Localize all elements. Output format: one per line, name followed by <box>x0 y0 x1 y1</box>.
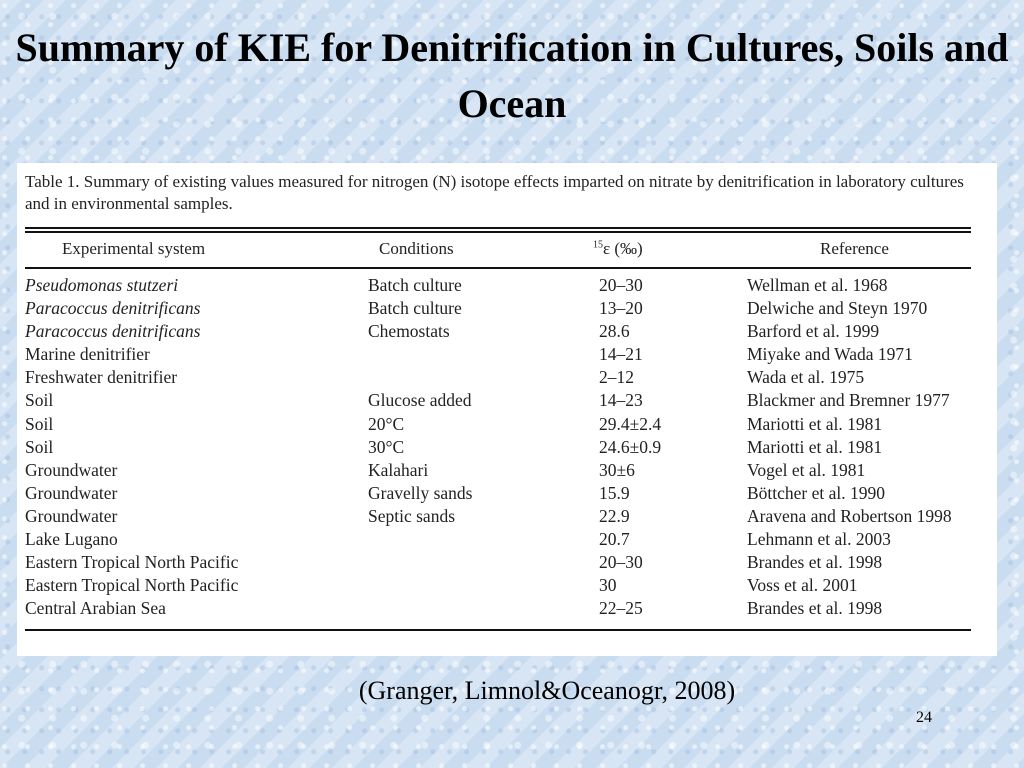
cell-reference: Wellman et al. 1968 <box>747 275 888 295</box>
cell-reference: Miyake and Wada 1971 <box>747 344 913 365</box>
cell-epsilon-value: 13–20 <box>599 298 643 319</box>
table-row <box>17 274 997 297</box>
cell-reference: Barford et al. 1999 <box>747 321 880 342</box>
cell-experimental-system: Freshwater denitrifier <box>25 367 178 388</box>
table-row <box>17 297 997 320</box>
cell-epsilon-value: 24.6±0.9 <box>599 436 662 457</box>
cell-epsilon-value: 14–21 <box>599 344 643 365</box>
cell-epsilon-value: 15.9 <box>599 482 630 503</box>
table-top-rule-double <box>25 231 971 233</box>
cell-epsilon-value: 30±6 <box>599 459 635 480</box>
cell-experimental-system: Paracoccus denitrificans <box>25 298 201 319</box>
cell-experimental-system: Eastern Tropical North Pacific <box>25 552 239 573</box>
cell-experimental-system: Groundwater <box>25 459 118 480</box>
cell-epsilon-value: 22–25 <box>599 598 643 619</box>
cell-reference: Mariotti et al. 1981 <box>747 413 883 434</box>
table-row <box>17 574 997 597</box>
cell-reference: Aravena and Robertson 1998 <box>747 505 952 526</box>
cell-epsilon-value: 22.9 <box>599 505 630 526</box>
table-caption: Table 1. Summary of existing values measured for nitrogen (N) isotope effects imparted on nitrate by denitrification in laboratory cultures and in environmental samples. <box>25 172 964 213</box>
table-panel <box>17 163 997 656</box>
table-bottom-rule <box>25 629 971 631</box>
header-conditions: Conditions <box>379 239 454 258</box>
cell-experimental-system: Soil <box>25 413 54 434</box>
cell-conditions: Batch culture <box>368 275 462 295</box>
slide-title: Summary of KIE for Denitrification in Cultures, Soils and Ocean <box>15 25 1009 126</box>
cell-reference: Böttcher et al. 1990 <box>747 482 886 503</box>
cell-conditions: 30°C <box>368 436 405 457</box>
cell-epsilon-value: 20–30 <box>599 275 643 295</box>
table-row <box>17 459 997 482</box>
cell-conditions: Glucose added <box>368 390 472 411</box>
cell-reference: Lehmann et al. 2003 <box>747 529 891 550</box>
page-number: 24 <box>916 709 932 726</box>
table-row <box>17 320 997 343</box>
cell-reference: Delwiche and Steyn 1970 <box>747 298 928 319</box>
table-row <box>17 597 997 620</box>
cell-epsilon-value: 28.6 <box>599 321 630 342</box>
cell-epsilon-value: 20.7 <box>599 529 630 550</box>
cell-conditions: Chemostats <box>368 321 450 342</box>
citation: (Granger, Limnol&Oceanogr, 2008) <box>358 676 736 705</box>
header-epsilon <box>593 239 643 259</box>
table-row <box>17 366 997 389</box>
table-row <box>17 343 997 366</box>
table-row <box>17 413 997 436</box>
cell-reference: Blackmer and Bremner 1977 <box>747 390 950 411</box>
table-row <box>17 505 997 528</box>
cell-epsilon-value: 30 <box>599 575 617 596</box>
cell-reference: Mariotti et al. 1981 <box>747 436 883 457</box>
cell-experimental-system: Paracoccus denitrificans <box>25 321 201 342</box>
table-row <box>17 389 997 412</box>
cell-conditions: Gravelly sands <box>368 482 473 503</box>
cell-reference: Brandes et al. 1998 <box>747 552 883 573</box>
header-experimental-system: Experimental system <box>62 239 206 258</box>
cell-experimental-system: Central Arabian Sea <box>25 598 166 619</box>
cell-epsilon-value: 2–12 <box>599 367 634 388</box>
table-row <box>17 436 997 459</box>
cell-experimental-system: Lake Lugano <box>25 529 118 550</box>
cell-experimental-system: Soil <box>25 436 54 457</box>
cell-experimental-system: Groundwater <box>25 482 118 503</box>
cell-conditions: Septic sands <box>368 505 456 526</box>
cell-epsilon-value: 14–23 <box>599 390 643 411</box>
cell-experimental-system: Marine denitrifier <box>25 344 150 365</box>
table-header-rule <box>25 267 971 269</box>
cell-reference: Brandes et al. 1998 <box>747 598 883 619</box>
header-epsilon-label: ε (‰) <box>603 239 643 258</box>
table-row <box>17 551 997 574</box>
cell-experimental-system: Soil <box>25 390 54 411</box>
cell-epsilon-value: 20–30 <box>599 552 643 573</box>
cell-experimental-system: Eastern Tropical North Pacific <box>25 575 239 596</box>
cell-reference: Wada et al. 1975 <box>747 367 865 388</box>
cell-reference: Voss et al. 2001 <box>747 575 858 596</box>
cell-conditions: 20°C <box>368 413 405 434</box>
table-top-rule <box>25 227 971 229</box>
table-row <box>17 528 997 551</box>
cell-reference: Vogel et al. 1981 <box>747 459 866 480</box>
cell-epsilon-value: 29.4±2.4 <box>599 413 662 434</box>
cell-experimental-system: Pseudomonas stutzeri <box>25 275 179 295</box>
cell-conditions: Kalahari <box>368 459 429 480</box>
table-body <box>17 274 997 620</box>
header-reference: Reference <box>820 239 889 258</box>
cell-conditions: Batch culture <box>368 298 462 319</box>
table-row <box>17 482 997 505</box>
header-epsilon-superscript: 15 <box>593 239 603 251</box>
cell-experimental-system: Groundwater <box>25 505 118 526</box>
